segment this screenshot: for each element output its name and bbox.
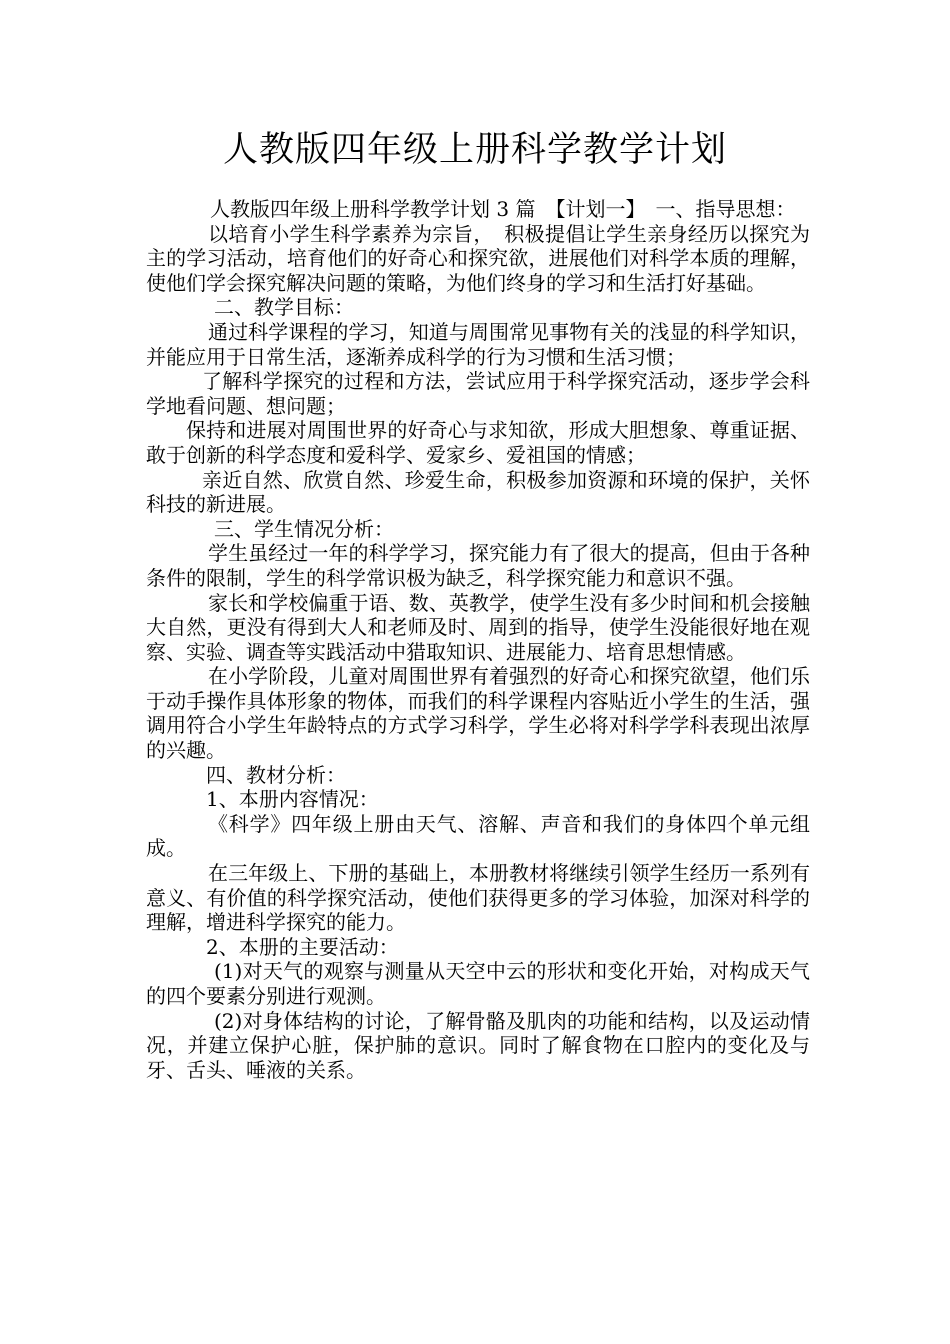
guiding-idea-paragraph: 以培育小学生科学素养为宗旨， 积极提倡让学生亲身经历以探究为主的学习活动，培育他们的好奇心和探究欲，进展他们对科学本质的理解，使他们学会探究解决问题的策略，为他们终身的学习和生活打好基础。	[146, 221, 810, 295]
document-title: 人教版四年级上册科学教学计划	[222, 130, 727, 170]
contents-paragraph-1: 《科学》四年级上册由天气、溶解、声音和我们的身体四个单元组成。	[146, 811, 810, 861]
document-body	[146, 197, 810, 1082]
subheading-contents: 1、本册内容情况：	[206, 787, 379, 812]
students-paragraph-3: 在小学阶段，儿童对周围世界有着强烈的好奇心和探究欲望，他们乐于动手操作具体形象的物体，而我们的科学课程内容贴近小学生的生活，强调用符合小学生年龄特点的方式学习科学，学生必将对科学学科表现出浓厚的兴趣。	[146, 664, 810, 763]
activity-item-1: (1)对天气的观察与测量从天空中云的形状和变化开始，对构成天气的四个要素分别进行观测。	[146, 959, 810, 1008]
intro-paragraph: 人教版四年级上册科学教学计划 3 篇 【计划一】 一、指导思想：	[210, 197, 796, 221]
goal-paragraph-3: 保持和进展对周围世界的好奇心与求知欲，形成大胆想象、尊重证据、敢于创新的科学态度和爱科学、爱家乡、爱祖国的情感；	[146, 418, 810, 467]
section-heading-materials: 四、教材分析：	[206, 762, 346, 787]
subheading-activities: 2、本册的主要活动：	[206, 934, 399, 959]
goal-paragraph-4: 亲近自然、欣赏自然、珍爱生命，积极参加资源和环境的保护，关怀科技的新进展。	[146, 467, 810, 517]
students-paragraph-2: 家长和学校偏重于语、数、英教学，使学生没有多少时间和机会接触大自然，更没有得到大人和老师及时、周到的指导，使学生没能很好地在观察、实验、调查等实践活动中猎取知识、进展能力、培育思想情感。	[146, 590, 810, 664]
goal-paragraph-1: 通过科学课程的学习，知道与周围常见事物有关的浅显的科学知识，并能应用于日常生活，逐渐养成科学的行为习惯和生活习惯；	[146, 319, 810, 369]
goal-paragraph-2: 了解科学探究的过程和方法，尝试应用于科学探究活动，逐步学会科学地看问题、想问题；	[146, 369, 810, 418]
activity-item-2: (2)对身体结构的讨论，了解骨骼及肌肉的功能和结构，以及运动情况，并建立保护心脏，保护肺的意识。同时了解食物在口腔内的变化及与牙、舌头、唾液的关系。	[146, 1008, 810, 1082]
section-heading-goals: 二、教学目标：	[214, 295, 354, 320]
students-paragraph-1: 学生虽经过一年的科学学习，探究能力有了很大的提高，但由于各种条件的限制，学生的科学常识极为缺乏，科学探究能力和意识不强。	[146, 541, 810, 590]
contents-paragraph-2: 在三年级上、下册的基础上，本册教材将继续引领学生经历一系列有意义、有价值的科学探究活动，使他们获得更多的学习体验，加深对科学的理解，增进科学探究的能力。	[146, 861, 810, 935]
section-heading-students: 三、学生情况分析：	[214, 516, 394, 541]
